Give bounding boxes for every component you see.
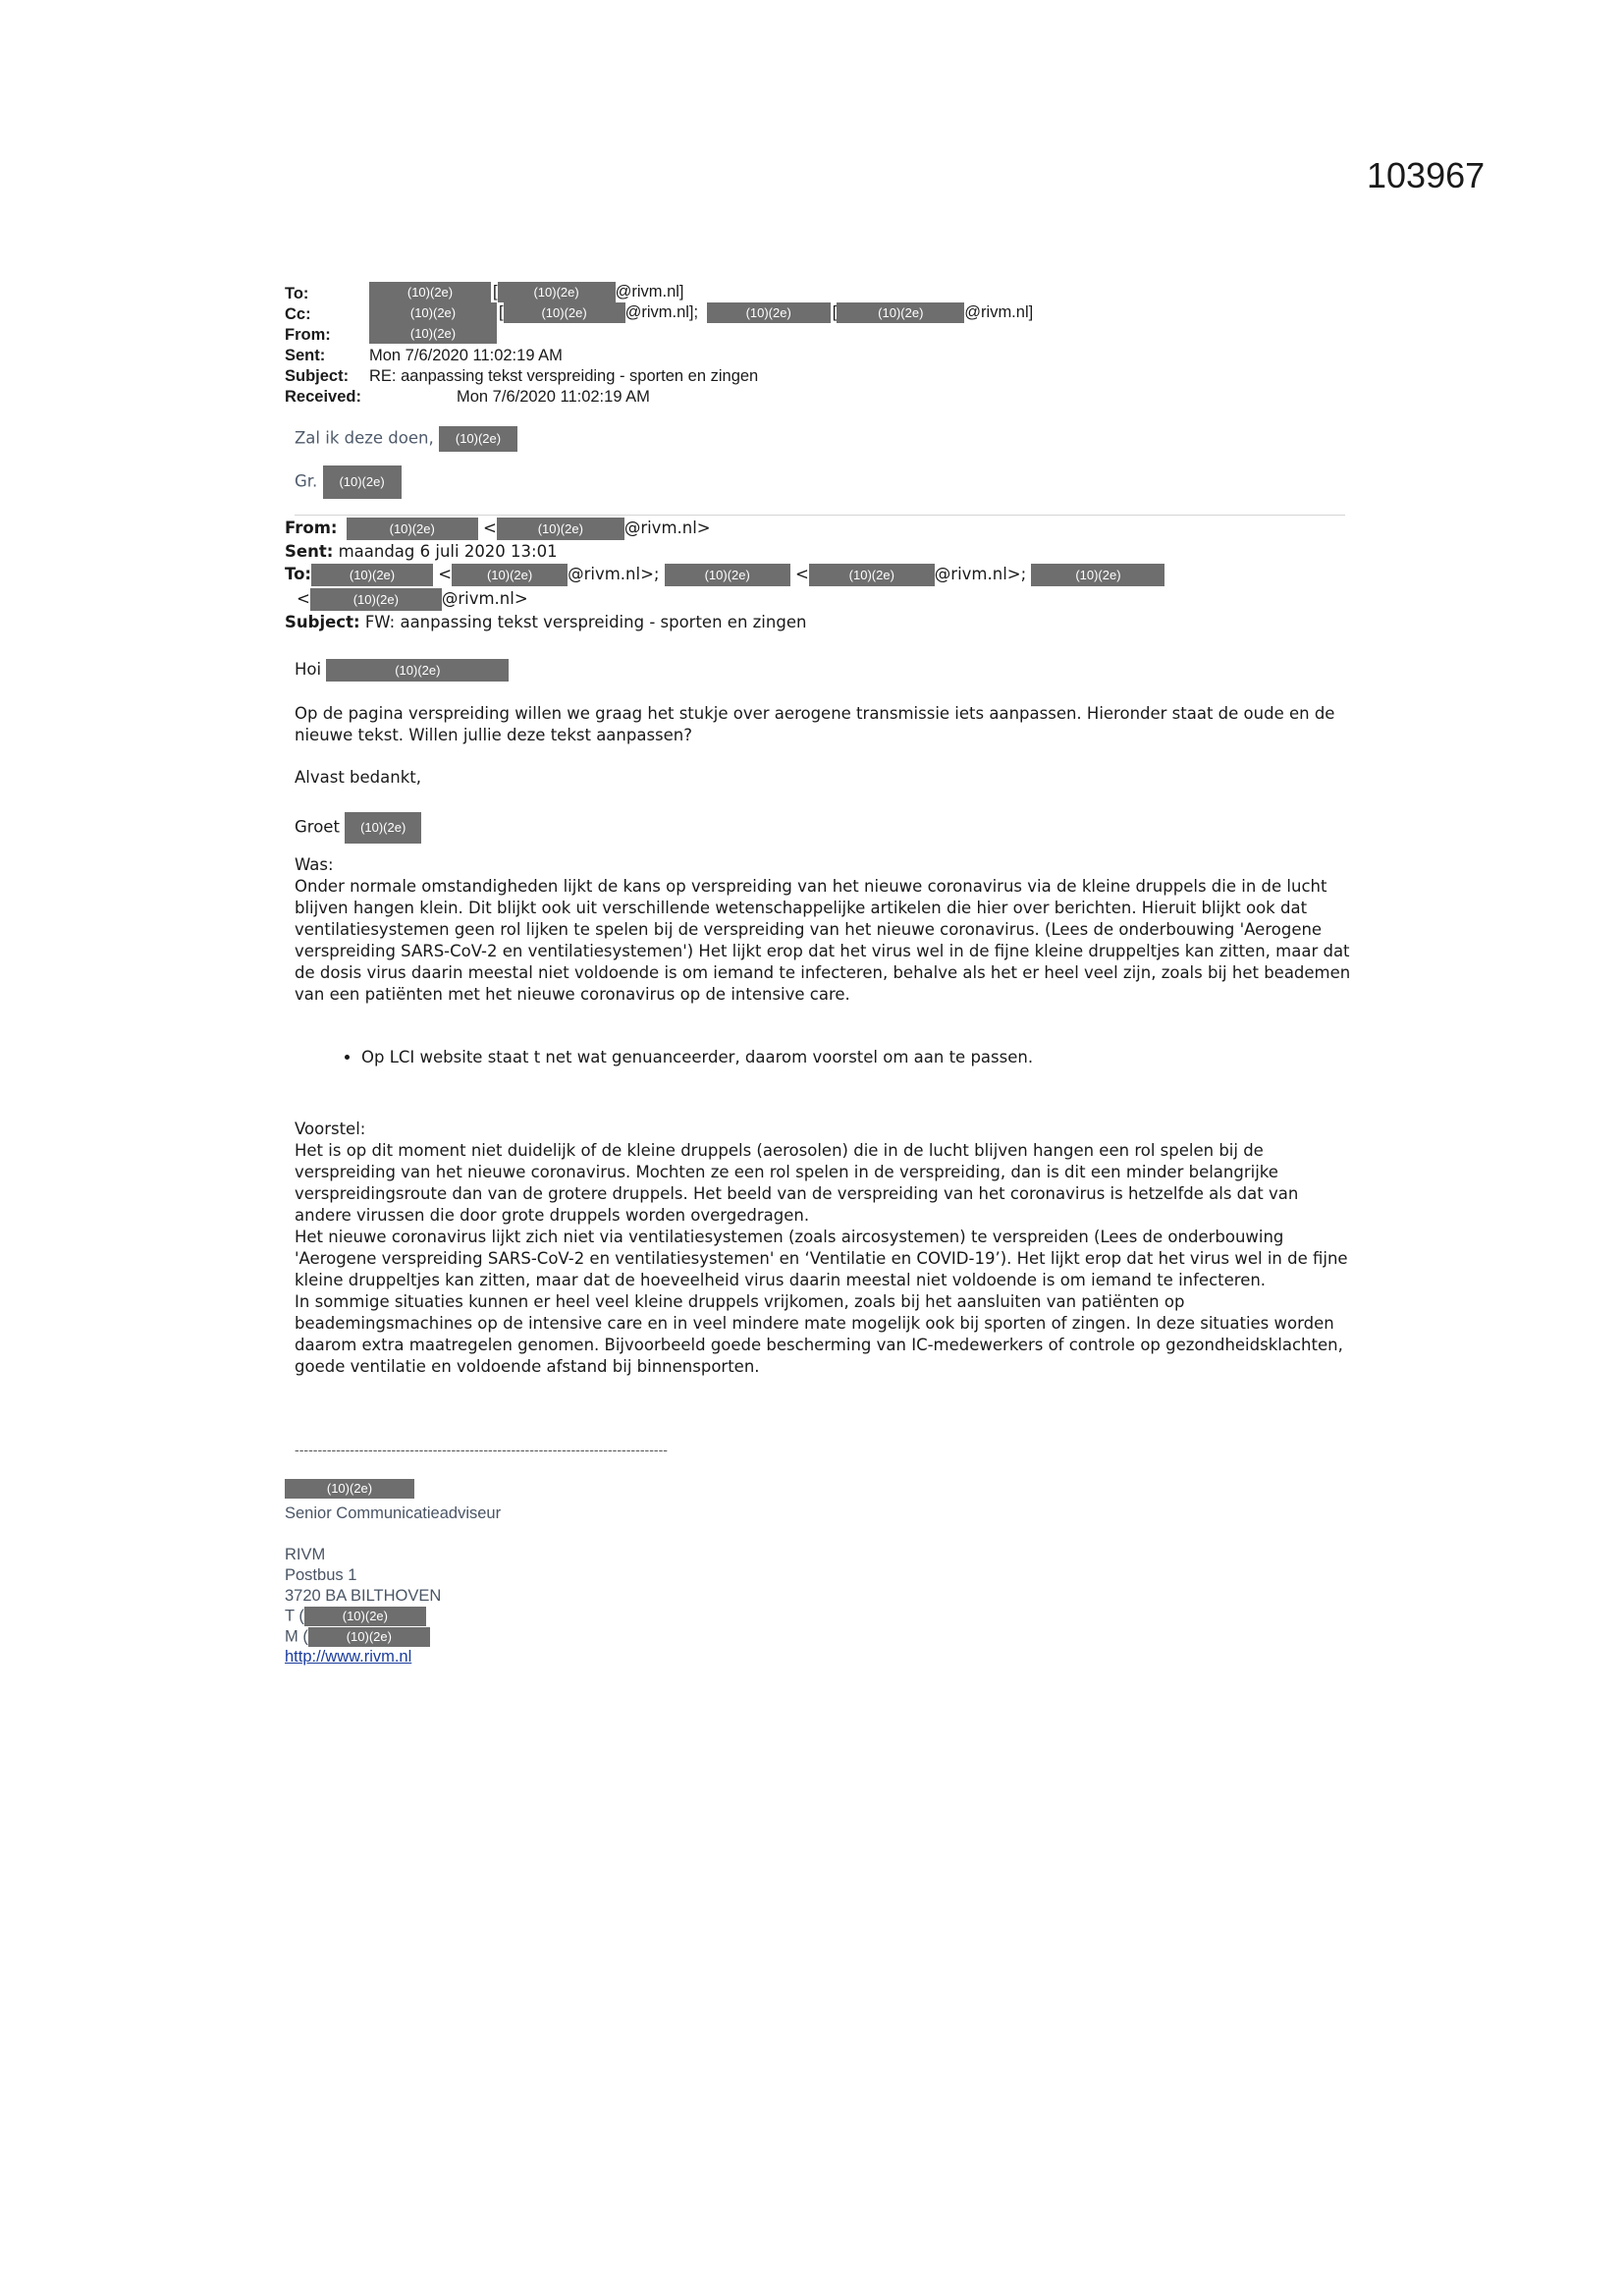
fwd-subject-label: Subject:	[285, 613, 360, 631]
redaction-box: (10)(2e)	[498, 282, 616, 302]
bracket: [	[499, 302, 504, 321]
voorstel-label: Voorstel:	[295, 1120, 366, 1138]
voorstel-paragraph-3: In sommige situaties kunnen er heel veel kleine druppels vrijkomen, zoals bij het aansluiten van patiënten op beademingsmachines op de intensive care en in veel mindere mate mogelijk ook bij sporten of zingen. In deze situaties worden daarom extra maatregelen genomen. Bijvoorbeeld goede bescherming van IC-medewerkers of controle op gezondheidsklachten, goede ventilatie en voldoende afstand bij binnensporten.	[295, 1292, 1343, 1376]
redaction-box: (10)(2e)	[345, 812, 421, 844]
website-link[interactable]: http://www.rivm.nl	[285, 1648, 412, 1666]
redaction-box: (10)(2e)	[707, 302, 831, 323]
signature-role: Senior Communicatieadviseur	[285, 1504, 502, 1522]
signature-postbus: Postbus 1	[285, 1566, 357, 1584]
groet: Groet	[295, 817, 340, 837]
signature-mobile	[285, 1627, 430, 1647]
signature-city: 3720 BA BILTHOVEN	[285, 1587, 442, 1605]
redaction-box: (10)(2e)	[665, 564, 790, 586]
redaction-box: (10)(2e)	[452, 564, 568, 586]
fwd-from-row	[285, 518, 711, 540]
fwd-to-email: @rivm.nl>	[441, 589, 528, 608]
redaction-box: (10)(2e)	[809, 564, 935, 586]
redaction-box: (10)(2e)	[347, 518, 478, 540]
dashed-separator: ---------------------------------------------------------------------------------	[295, 1444, 668, 1458]
voorstel-paragraph-1: Het is op dit moment niet duidelijk of de kleine druppels (aerosolen) die in de lucht blijven hangen een rol spelen bij de verspreiding van het nieuwe coronavirus. Mochten ze een rol spelen in de verspreiding, dan is dit een minder belangrijke verspreidingsroute dan van de grotere druppels. Het beeld van de verspreiding van het coronavirus is hetzelfde als dat van andere virussen die door grote druppels worden overgedragen.	[295, 1141, 1299, 1225]
fwd-from-email: @rivm.nl>	[623, 519, 711, 537]
lt-symbol: <	[297, 589, 310, 608]
signature-name	[285, 1479, 414, 1499]
reply-line-1	[295, 426, 517, 452]
fwd-to-email: @rivm.nl>;	[934, 565, 1027, 583]
fwd-to-row	[285, 564, 1164, 586]
cc-email-suffix: @rivm.nl]	[964, 302, 1034, 321]
redaction-box: (10)(2e)	[304, 1607, 426, 1626]
signature-url-row	[285, 1648, 411, 1667]
fwd-to-row-2	[297, 588, 528, 611]
redaction-box: (10)(2e)	[837, 302, 964, 323]
redaction-box: (10)(2e)	[497, 518, 624, 540]
subject-value: RE: aanpassing tekst verspreiding - sporten en zingen	[369, 367, 759, 385]
sent-label: Sent:	[285, 347, 326, 364]
greeting: Hoi	[295, 660, 322, 679]
redaction-box: (10)(2e)	[311, 564, 433, 586]
was-label: Was:	[295, 855, 334, 874]
voorstel-section	[295, 1119, 1355, 1378]
redaction-box: (10)(2e)	[439, 426, 517, 452]
thanks-line: Alvast bedankt,	[295, 768, 421, 787]
fwd-subject-value: FW: aanpassing tekst verspreiding - sporten en zingen	[364, 613, 807, 631]
voorstel-paragraph-2: Het nieuwe coronavirus lijkt zich niet via ventilatiesystemen (zoals aircosystemen) te verspreiden (Lees de onderbouwing 'Aerogene verspreiding SARS-CoV-2 en ventilatiesystemen' en ‘Ventilatie en COVID-19’). Het lijkt erop dat het virus wel in de fijne kleine druppeltjes kan zitten, maar dat de hoeveelheid virus daarin meestal niet voldoende is om iemand te infecteren.	[295, 1228, 1348, 1289]
was-text: Onder normale omstandigheden lijkt de kans op verspreiding van het nieuwe coronavirus via de kleine druppels die in de lucht blijven hangen klein. Dit blijkt ook uit verschillende wetenschappelijke artikelen die hier over berichten. Hieruit blijkt ook dat ventilatiesystemen geen rol lijken te spelen bij de verspreiding van het nieuwe coronavirus. (Lees de onderbouwing 'Aerogene verspreiding SARS-CoV-2 en ventilatiesystemen') Het lijkt erop dat het virus wel in de fijne kleine druppeltjes kan zitten, maar dat de dosis virus daarin meestal niet voldoende is om iemand te infecteren, behalve als het er heel veel zijn, zoals bij het beademen van een patiënten met het nieuwe coronavirus op de intensive care.	[295, 877, 1351, 1004]
lt-symbol: <	[438, 565, 453, 583]
bullet-list	[295, 1047, 1355, 1068]
intro-paragraph: Op de pagina verspreiding willen we graag het stukje over aerogene transmissie iets aanpassen. Hieronder staat de oude en de nieuwe tekst. Willen jullie deze tekst aanpassen?	[295, 704, 1335, 744]
to-label: To:	[285, 285, 309, 302]
redaction-box: (10)(2e)	[323, 465, 402, 499]
fwd-from-label: From:	[285, 519, 338, 537]
redaction-box: (10)(2e)	[285, 1479, 414, 1499]
reply-line-2	[295, 465, 402, 499]
greeting-line	[295, 659, 509, 682]
bullet-item: • Op LCI website staat t net wat genuanceerder, daarom voorstel om aan te passen.	[361, 1047, 1355, 1068]
redaction-box: (10)(2e)	[310, 588, 442, 611]
was-section	[295, 854, 1355, 1006]
bracket: [	[832, 302, 838, 321]
cc-label: Cc:	[285, 305, 311, 323]
bracket: [	[493, 282, 498, 301]
redaction-box: (10)(2e)	[504, 302, 625, 323]
document-number: 103967	[1367, 155, 1486, 195]
signature-org: RIVM	[285, 1546, 326, 1563]
groet-line	[295, 812, 421, 844]
lt-symbol: <	[482, 519, 497, 537]
fwd-to-email: @rivm.nl>;	[568, 565, 660, 583]
reply-text: Zal ik deze doen,	[295, 428, 434, 448]
divider	[295, 515, 1345, 516]
redaction-box: (10)(2e)	[326, 659, 509, 682]
redaction-box: (10)(2e)	[1031, 564, 1164, 586]
received-value: Mon 7/6/2020 11:02:19 AM	[457, 388, 650, 406]
subject-label: Subject:	[285, 367, 350, 385]
to-email-suffix: @rivm.nl]	[615, 282, 684, 301]
received-label: Received:	[285, 388, 361, 406]
from-label: From:	[285, 326, 331, 344]
fwd-subject-row	[285, 613, 806, 631]
cc-email-suffix: @rivm.nl];	[624, 302, 699, 321]
fwd-sent-row	[285, 542, 558, 561]
redaction-box: (10)(2e)	[308, 1627, 430, 1647]
phone-prefix: T (	[285, 1607, 304, 1625]
reply-greeting: Gr.	[295, 471, 318, 491]
fwd-sent-label: Sent:	[285, 542, 334, 561]
fwd-sent-value: maandag 6 juli 2020 13:01	[338, 542, 558, 561]
redaction-box: (10)(2e)	[369, 282, 491, 302]
redaction-box: (10)(2e)	[369, 323, 497, 344]
mobile-prefix: M (	[285, 1627, 308, 1646]
fwd-to-label: To:	[285, 565, 311, 583]
redaction-box: (10)(2e)	[369, 302, 497, 323]
sent-value: Mon 7/6/2020 11:02:19 AM	[369, 347, 563, 364]
lt-symbol: <	[794, 565, 809, 583]
signature-phone	[285, 1607, 426, 1626]
